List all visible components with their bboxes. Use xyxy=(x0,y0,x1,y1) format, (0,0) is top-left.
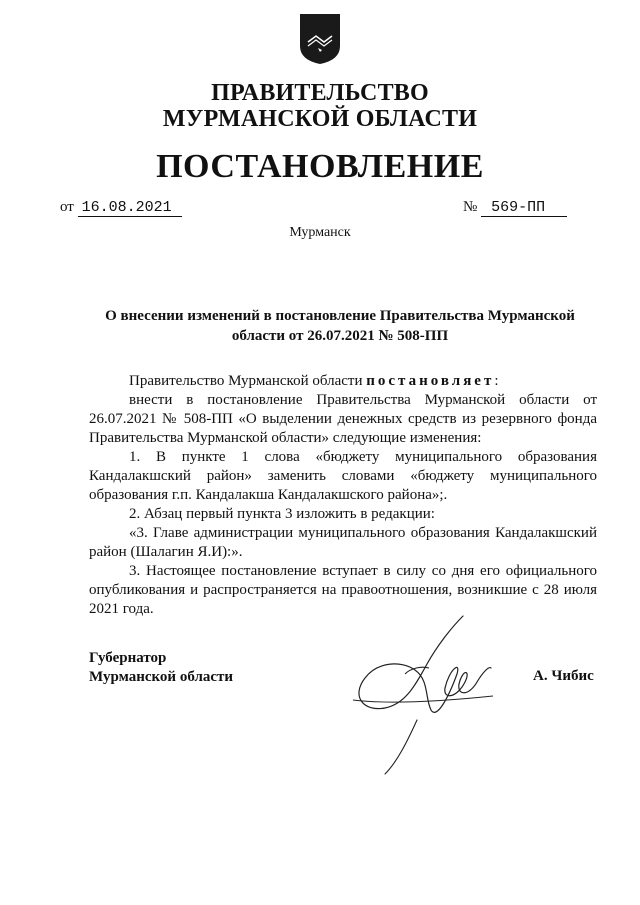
government-title-line2: МУРМАНСКОЙ ОБЛАСТИ xyxy=(162,106,478,132)
body-paragraph-5: «3. Главе администрации муниципального образования Кандалакшский район (Шалагин Я.И):». xyxy=(89,525,597,560)
date-prefix: от xyxy=(60,199,74,215)
number-value: 569-ПП xyxy=(481,199,567,217)
city-name: Мурманск xyxy=(289,225,351,240)
signer-position-line2: Мурманской области xyxy=(89,669,234,685)
handwritten-signature xyxy=(345,612,495,777)
document-type-title: ПОСТАНОВЛЕНИЕ xyxy=(156,148,484,185)
resolution-intro: Правительство Мурманской области xyxy=(129,373,367,389)
government-title-line1: ПРАВИТЕЛЬСТВО xyxy=(211,80,429,106)
resolution-colon: : xyxy=(494,373,499,389)
coat-of-arms-icon xyxy=(298,12,342,66)
body-paragraph-1 xyxy=(89,372,597,391)
body-paragraph-3: 1. В пункте 1 слова «бюджету муниципального образования Кандалакшский район» заменить словами «бюджету муниципального образования г.п. Кандалакша Кандалакшского района»;. xyxy=(89,449,597,503)
resolution-keyword: постановляет xyxy=(366,373,495,389)
government-title xyxy=(0,80,640,132)
subject-line1: О внесении изменений в постановление Правительства Мурманской xyxy=(105,308,575,324)
document-subject xyxy=(95,306,585,346)
signer-position xyxy=(89,649,233,687)
number-prefix: № xyxy=(463,199,478,215)
document-body xyxy=(89,372,597,619)
signer-name: А. Чибис xyxy=(533,668,594,684)
body-paragraph-4: 2. Абзац первый пункта 3 изложить в редакции: xyxy=(129,506,435,522)
document-date xyxy=(60,199,182,217)
date-value: 16.08.2021 xyxy=(78,199,182,217)
body-paragraph-2: внести в постановление Правительства Мурманской области от 26.07.2021 № 508-ПП «О выделении денежных средств из резервного фонда Правительства Мурманской области» следующие изменения: xyxy=(89,392,597,446)
signer-position-line1: Губернатор xyxy=(89,650,167,666)
subject-line2: области от 26.07.2021 № 508-ПП xyxy=(231,328,449,344)
document-number xyxy=(463,199,567,217)
body-paragraph-6: 3. Настоящее постановление вступает в силу со дня его официального опубликования и распространяется на правоотношения, возникшие с 28 июля 2021 года. xyxy=(89,563,597,617)
